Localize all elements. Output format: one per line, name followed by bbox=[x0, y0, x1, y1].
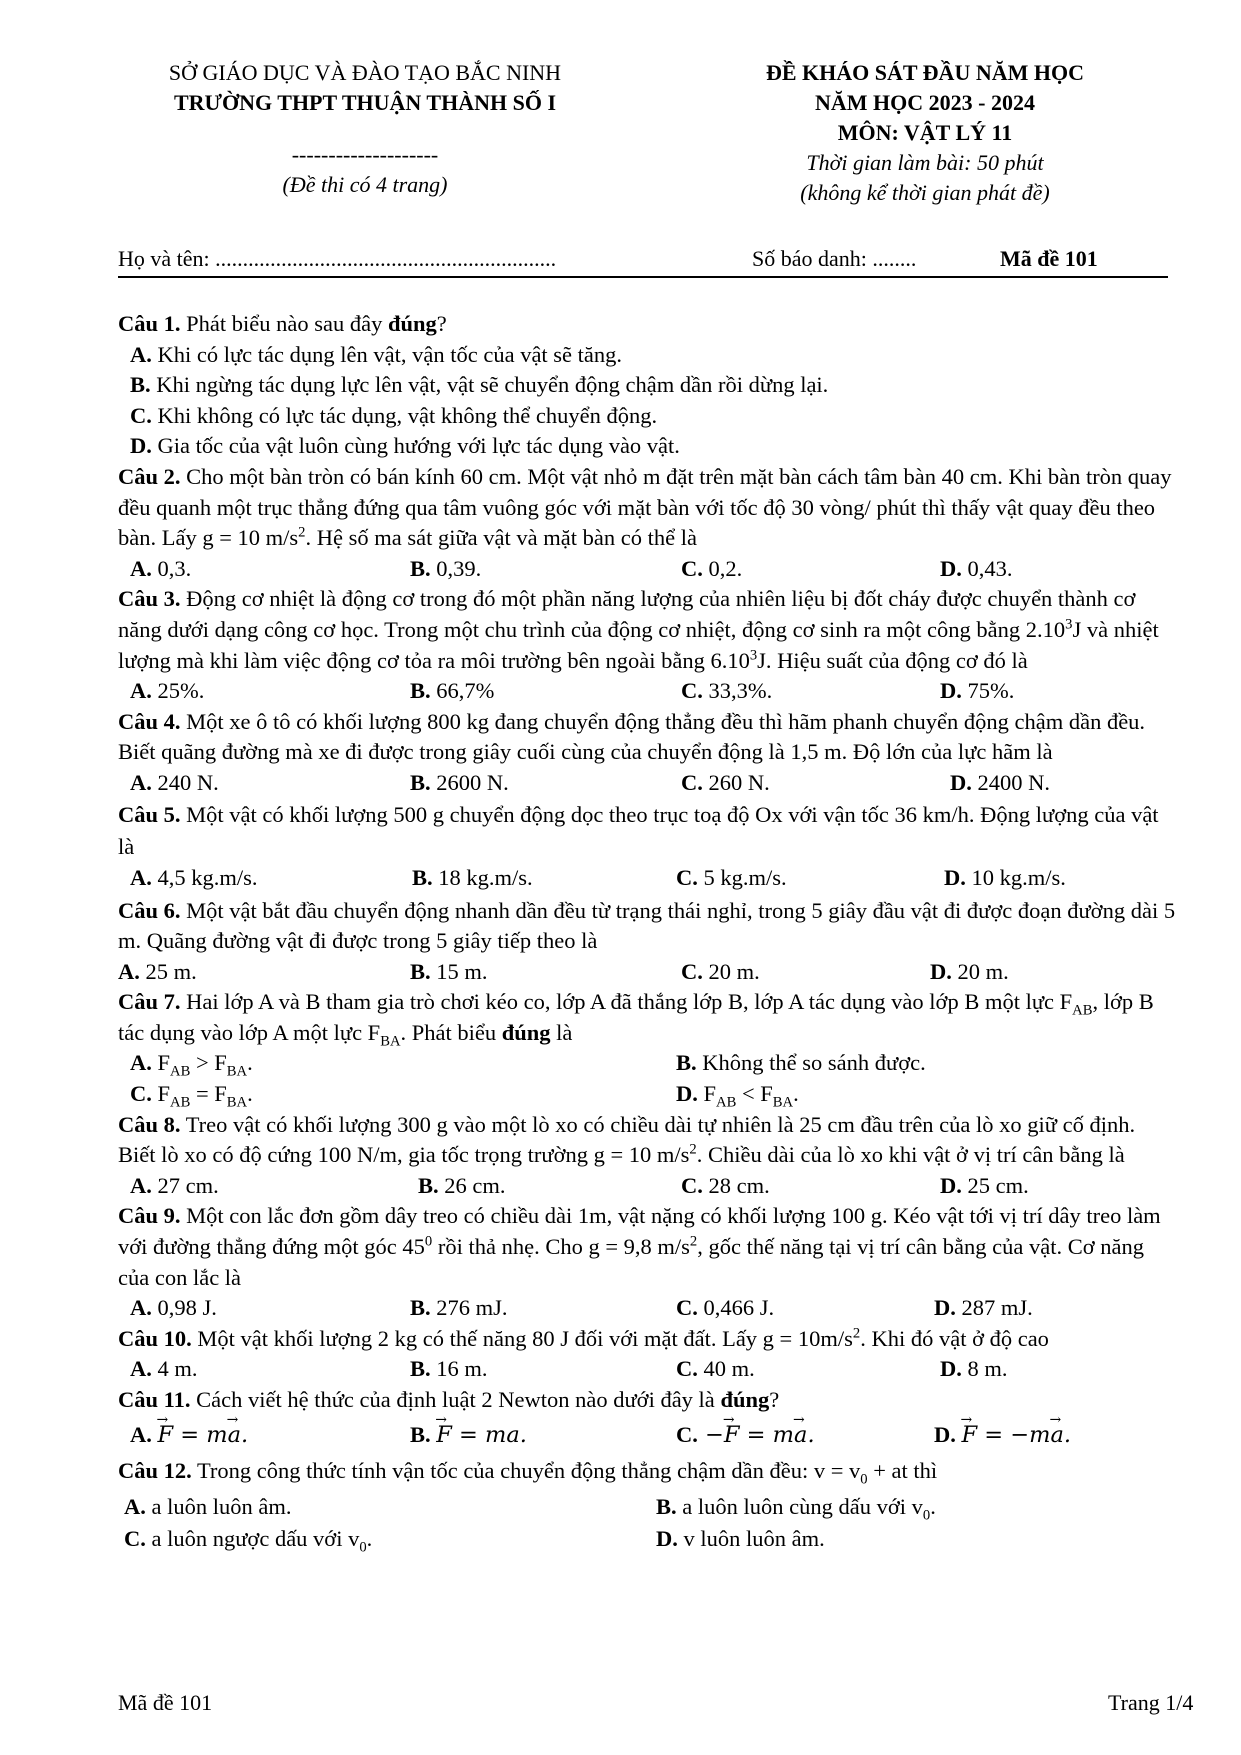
q10-option-a: A. 4 m. bbox=[130, 1356, 198, 1382]
q6-option-c: C. 20 m. bbox=[681, 958, 760, 984]
option-row bbox=[118, 1492, 1178, 1524]
question-2: Câu 2. Cho một bàn tròn có bán kính 60 cm. Một vật nhỏ m đặt trên mặt bàn cách tâm bàn 40 cm. Khi bàn tròn quay đều quanh một trục thẳng đứng qua tâm vuông góc với mặt bàn với tốc độ 30 vòng/ phút thì thấy vật quay đều theo bàn. Lấy g = 10 $m/s^2$. Hệ số ma sát giữa vật và mặt bàn có thể là bbox=[118, 463, 1172, 551]
separator-dashes: -------------------- bbox=[291, 142, 439, 167]
question-4: Câu 4. Một xe ô tô có khối lượng 800 kg đang chuyển động thẳng đều thì hãm phanh chuyển động chậm dần đều. Biết quãng đường mà xe đi được trong giây cuối cùng của chuyển động là 1,5 m. Độ lớn của lực hãm là bbox=[118, 708, 1146, 765]
q6-option-b: B. 15 m. bbox=[410, 958, 488, 984]
q7-option-d: D. $F_{AB} < F_{BA}$. bbox=[676, 1081, 799, 1111]
question-9: Câu 9. Một con lắc đơn gồm dây treo có chiều dài 1m, vật nặng có khối lượng 100 g. Kéo vật tới vị trí dây treo làm với đường thẳng đứng một góc $45^0$ rồi thả nhẹ. Cho g = 9,8 $m/s^2$, gốc thế năng tại vị trí cân bằng của vật. Cơ năng của con lắc là bbox=[118, 1203, 1161, 1290]
q9-option-d: D. 287 mJ. bbox=[934, 1295, 1033, 1321]
q12-option-c: C. a luôn ngược dấu với $v_0$. bbox=[124, 1525, 373, 1556]
q12-option-a: A. a luôn luôn âm. bbox=[124, 1493, 292, 1519]
footer-exam-code: Mã đề 101 bbox=[118, 1690, 213, 1715]
q5-option-c: C. 5 kg.m/s. bbox=[676, 864, 787, 890]
q7-option-c: C. $F_{AB} = F_{BA}$. bbox=[130, 1081, 253, 1111]
q8-option-a: A. 27 cm. bbox=[130, 1172, 219, 1198]
option-row bbox=[118, 863, 1178, 896]
question-3: Câu 3. Động cơ nhiệt là động cơ trong đó một phần năng lượng của nhiên liệu bị đốt cháy được chuyển thành cơ năng dưới dạng công cơ học. Trong một chu trình của động cơ nhiệt, động cơ sinh ra một công bằng 2.10$^3$J và nhiệt lượng mà khi làm việc động cơ tỏa ra môi trường bên ngoài bằng 6.10$^3$J. Hiệu suất của động cơ đó là bbox=[118, 586, 1159, 673]
q8-option-b: B. 26 cm. bbox=[418, 1172, 506, 1198]
question-6: Câu 6. Một vật bắt đầu chuyển động nhanh dần đều từ trạng thái nghỉ, trong 5 giây đầu vật đi được đoạn đường dài 5 m. Quãng đường vật đi được trong 5 giây tiếp theo là bbox=[118, 897, 1176, 954]
q11-option-a: A. → F = m→ a. bbox=[130, 1420, 248, 1451]
option-row bbox=[118, 1079, 1178, 1110]
q11-option-b: B. → F = ma. bbox=[410, 1420, 527, 1451]
student-info-line bbox=[118, 244, 1168, 276]
q4-option-d: D. 2400 N. bbox=[950, 769, 1050, 795]
q5-option-a: A. 4,5 kg.m/s. bbox=[130, 864, 258, 890]
option-row bbox=[118, 957, 1178, 988]
exam-code: Mã đề 101 bbox=[1000, 246, 1098, 271]
q4-option-a: A. 240 N. bbox=[130, 769, 219, 795]
q12-option-d: D. v luôn luôn âm. bbox=[656, 1525, 825, 1551]
option-row bbox=[118, 676, 1178, 707]
student-name-field: Họ và tên: .............................................................. bbox=[118, 246, 557, 271]
option-row bbox=[118, 1048, 1178, 1079]
q1-option-a: A. Khi có lực tác dụng lên vật, vận tốc của vật sẽ tăng. bbox=[130, 341, 623, 367]
option-row bbox=[118, 340, 1178, 371]
option-row bbox=[118, 1293, 1178, 1324]
question-12: Câu 12. Trong công thức tính vận tốc của chuyển động thẳng chậm dần đều: $v = v_0$ + at thì bbox=[118, 1457, 938, 1488]
questions bbox=[118, 309, 1178, 1556]
question-11: Câu 11. Cách viết hệ thức của định luật 2 Newton nào dưới đây là đúng? bbox=[118, 1387, 780, 1412]
q5-option-b: B. 18 kg.m/s. bbox=[412, 864, 533, 890]
q8-option-d: D. 25 cm. bbox=[940, 1172, 1029, 1198]
option-row bbox=[118, 1420, 1178, 1456]
question-7: Câu 7. Hai lớp A và B tham gia trò chơi kéo co, lớp A đã thắng lớp B, lớp A tác dụng vào lớp B một lực $F_{AB}$, lớp B tác dụng vào lớp A một lực $F_{BA}$. Phát biểu đúng là bbox=[118, 989, 1154, 1050]
q9-option-a: A. 0,98 J. bbox=[130, 1295, 217, 1321]
q9-option-b: B. 276 mJ. bbox=[410, 1295, 508, 1321]
q3-option-a: A. 25%. bbox=[130, 678, 205, 704]
q2-option-c: C. 0,2. bbox=[681, 555, 743, 581]
footer-page-number: Trang 1/4 bbox=[1108, 1690, 1194, 1715]
option-row bbox=[118, 1354, 1178, 1385]
q11-option-c: C. −→ F = m→ a. bbox=[676, 1420, 815, 1451]
candidate-number-field: Số báo danh: ........ bbox=[752, 246, 917, 271]
q8-option-c: C. 28 cm. bbox=[681, 1172, 770, 1198]
q5-option-d: D. 10 kg.m/s. bbox=[944, 864, 1066, 890]
option-row bbox=[118, 768, 1178, 799]
q10-option-d: D. 8 m. bbox=[940, 1356, 1008, 1382]
header-left bbox=[120, 58, 610, 200]
q2-option-a: A. 0,3. bbox=[130, 555, 192, 581]
school-year: NĂM HỌC 2023 - 2024 bbox=[815, 90, 1035, 115]
q3-option-b: B. 66,7% bbox=[410, 678, 495, 704]
q4-option-b: B. 2600 N. bbox=[410, 769, 509, 795]
q2-option-d: D. 0,43. bbox=[940, 555, 1013, 581]
time-note: (không kể thời gian phát đề) bbox=[800, 180, 1050, 205]
exam-title: ĐỀ KHÁO SÁT ĐẦU NĂM HỌC bbox=[765, 60, 1084, 85]
q9-option-c: C. 0,466 J. bbox=[676, 1295, 775, 1321]
question-1: Câu 1. Phát biểu nào sau đây đúng? bbox=[118, 311, 447, 336]
q2-option-b: B. 0,39. bbox=[410, 555, 482, 581]
school-name: TRƯỜNG THPT THUẬN THÀNH SỐ I bbox=[173, 90, 557, 115]
option-row bbox=[118, 554, 1178, 585]
q7-option-b: B. Không thể so sánh được. bbox=[676, 1050, 926, 1076]
q6-option-a: A. 25 m. bbox=[118, 958, 197, 984]
q12-option-b: B. a luôn luôn cùng dấu với $v_0$. bbox=[656, 1493, 936, 1524]
option-row bbox=[118, 401, 1178, 432]
page-count-note: (Đề thi có 4 trang) bbox=[282, 172, 448, 197]
question-10: Câu 10. Một vật khối lượng 2 kg có thế năng 80 J đối với mặt đất. Lấy $g = 10m/s^2$. Khi đó vật ở độ cao bbox=[118, 1325, 1049, 1351]
option-row bbox=[118, 1171, 1178, 1202]
header-rule bbox=[118, 276, 1168, 278]
subject: MÔN: VẬT LÝ 11 bbox=[837, 120, 1013, 145]
option-row bbox=[118, 370, 1178, 401]
q1-option-d: D. Gia tốc của vật luôn cùng hướng với lực tác dụng vào vật. bbox=[130, 433, 680, 459]
q3-option-d: D. 75%. bbox=[940, 678, 1015, 704]
q10-option-c: C. 40 m. bbox=[676, 1356, 755, 1382]
header-right bbox=[690, 58, 1160, 208]
q1-option-c: C. Khi không có lực tác dụng, vật không thể chuyển động. bbox=[130, 402, 658, 428]
q7-option-a: A. $F_{AB} > F_{BA}$. bbox=[130, 1050, 253, 1080]
q1-option-b: B. Khi ngừng tác dụng lực lên vật, vật sẽ chuyển động chậm dần rồi dừng lại. bbox=[130, 372, 829, 398]
q3-option-c: C. 33,3%. bbox=[681, 678, 773, 704]
time-limit: Thời gian làm bài: 50 phút bbox=[806, 150, 1044, 175]
option-row bbox=[118, 431, 1178, 462]
question-5: Câu 5. Một vật có khối lượng 500 g chuyển động dọc theo trục toạ độ Ox với vận tốc 36 km/h. Động lượng của vật là bbox=[118, 801, 1159, 859]
q4-option-c: C. 260 N. bbox=[681, 769, 770, 795]
option-row bbox=[118, 1524, 1178, 1556]
q11-option-d: D. → F = −m→ a. bbox=[934, 1420, 1071, 1451]
department-name: SỞ GIÁO DỤC VÀ ĐÀO TẠO BẮC NINH bbox=[168, 60, 562, 85]
q10-option-b: B. 16 m. bbox=[410, 1356, 488, 1382]
question-8: Câu 8. Treo vật có khối lượng 300 g vào một lò xo có chiều dài tự nhiên là 25 cm đầu trên của lò xo giữ cố định. Biết lò xo có độ cứng 100 N/m, gia tốc trọng trường g = 10 $m/s^2$. Chiều dài của lò xo khi vật ở vị trí cân bằng là bbox=[118, 1111, 1136, 1168]
q6-option-d: D. 20 m. bbox=[930, 958, 1009, 984]
